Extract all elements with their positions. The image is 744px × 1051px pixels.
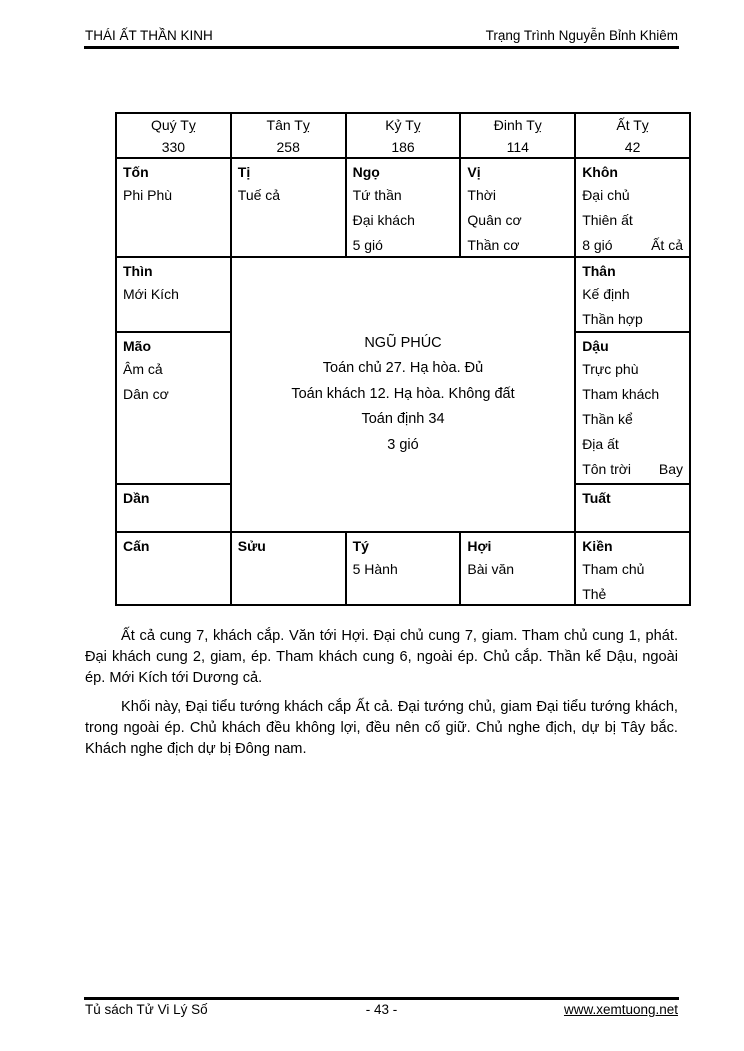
header-divider	[84, 46, 679, 49]
year-name: Quý Tỵ	[150, 116, 196, 133]
palace-label: Tốn	[123, 164, 149, 180]
taiat-board-table	[115, 112, 691, 606]
center-title: NGŨ PHÚC	[364, 334, 442, 351]
cell-dan	[117, 485, 230, 531]
cell-tuat	[576, 485, 689, 531]
palace-label: Ngọ	[352, 164, 380, 180]
year-name: Tân Tỵ	[266, 116, 310, 133]
cell-ton: Tốn Phi Phù	[117, 159, 230, 256]
running-footer	[85, 1002, 678, 1017]
palace-label: Hợi	[467, 538, 492, 554]
cell-ty: Tý 5 Hành	[347, 533, 460, 604]
year-name: Đinh Tỵ	[493, 116, 542, 133]
year-cell-at-ty	[576, 114, 689, 157]
year-cell-dinh-ty	[461, 114, 574, 157]
palace-label: Mão	[123, 338, 151, 354]
year-name: Ất Tỵ	[616, 116, 649, 133]
year-cell-ky-ty	[347, 114, 460, 157]
cell-can	[117, 533, 230, 604]
body-paragraph-2: Khối này, Đại tiểu tướng khách cắp Ất cả. Đại tướng chủ, giam Đại tiểu tướng khách, trong ngoài ép. Chủ khách đều không lợi, đều nên cố giữ. Chủ nghe địch, dự bị Tây bắc. Khách nghe địch dự bị Đông nam.	[85, 699, 678, 757]
year-number: 330	[161, 138, 186, 155]
year-number: 114	[506, 138, 529, 155]
palace-label: Tý	[352, 538, 369, 554]
palace-label: Dậu	[582, 338, 609, 354]
cell-kien: Kiền Tham chủ Thẻ	[576, 533, 689, 604]
palace-label: Tuất	[582, 490, 611, 506]
cell-than: Thân Kế định Thần hợp	[576, 258, 689, 331]
author-name: Trạng Trình Nguyễn Bỉnh Khiêm	[485, 28, 678, 43]
cell-mao: Mão Âm cả Dân cơ	[117, 333, 230, 483]
palace-label: Kiền	[582, 538, 613, 554]
split-line: Tôn trời Bay	[582, 461, 683, 477]
body-paragraph-1: Ất cả cung 7, khách cắp. Văn tới Hợi. Đại chủ cung 7, giam. Tham chủ cung 1, phát. Đại khách cung 2, giam, ép. Tham khách cung 6, ngoài ép. Chủ cắp. Thần kể Dậu, ngoài ép. Mới Kích tới Dương cả.	[85, 628, 678, 686]
palace-label: Sửu	[237, 538, 266, 554]
cell-khon: Khôn Đại chủ Thiên ất 8 gió Ất cả	[576, 159, 689, 256]
footer-divider	[84, 997, 679, 1000]
cell-vi: Vị Thời Quân cơ Thần cơ	[461, 159, 574, 256]
cell-thin: Thìn Mới Kích	[117, 258, 230, 331]
cell-hoi: Hợi Bài văn	[461, 533, 574, 604]
split-line: 8 gió Ất cả	[582, 237, 683, 253]
palace-label: Dần	[123, 490, 150, 506]
cell-ngo: Ngọ Tứ thần Đại khách 5 gió	[347, 159, 460, 256]
palace-label: Thân	[582, 263, 616, 279]
book-title: THÁI ẤT THẦN KINH	[85, 28, 213, 43]
year-number: 258	[276, 138, 300, 155]
palace-label: Thìn	[123, 263, 153, 279]
year-cell-quy-ty	[117, 114, 230, 157]
palace-label: Tị	[237, 164, 251, 180]
website-link[interactable]: www.xemtuong.net	[563, 1002, 679, 1017]
palace-label: Khôn	[582, 164, 618, 180]
year-name: Kỷ Tỵ	[385, 116, 421, 133]
running-header	[85, 28, 678, 43]
year-cell-tan-ty	[232, 114, 345, 157]
palace-label: Cấn	[123, 538, 150, 554]
center-summary-cell: NGŨ PHÚC Toán chủ 27. Hạ hòa. Đủ Toán khách 12. Hạ hòa. Không đất Toán định 34 3 gió	[232, 258, 574, 531]
footer-series-name: Tủ sách Tử Vi Lý Số	[85, 1002, 208, 1017]
cell-ti: Tị Tuế cả	[232, 159, 345, 256]
cell-suu	[232, 533, 345, 604]
year-number: 42	[624, 138, 641, 155]
year-number: 186	[391, 138, 415, 155]
page-number: - 43 -	[365, 1002, 398, 1017]
palace-label: Vị	[467, 164, 481, 180]
cell-dau: Dậu Trực phù Tham khách Thần kể Địa ất Tôn trời Bay	[576, 333, 689, 483]
